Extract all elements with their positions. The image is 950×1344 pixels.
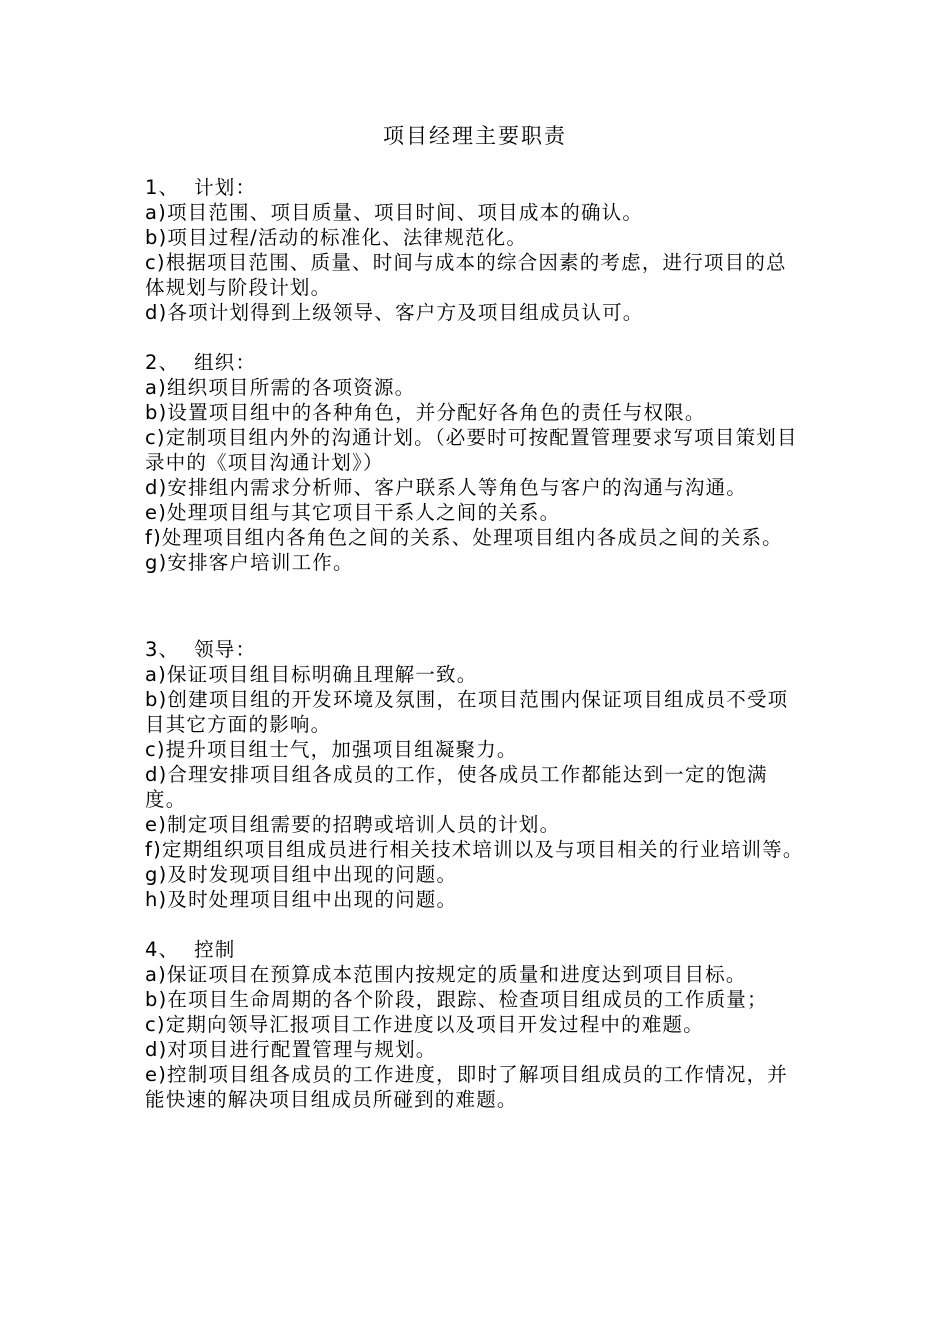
list-item: c)定制项目组内外的沟通计划。（必要时可按配置管理要求写项目策划目录中的《项目沟通计划》） bbox=[145, 426, 798, 474]
list-item: e)处理项目组与其它项目干系人之间的关系。 bbox=[145, 501, 561, 524]
list-item: b)创建项目组的开发环境及氛围，在项目范围内保证项目组成员不受项目其它方面的影响。 bbox=[145, 688, 789, 736]
section-heading: 3、 领导： bbox=[145, 638, 257, 661]
list-item: d)各项计划得到上级领导、客户方及项目组成员认可。 bbox=[145, 301, 644, 324]
list-item: d)安排组内需求分析师、客户联系人等角色与客户的沟通与沟通。 bbox=[145, 476, 747, 499]
list-item: a)项目范围、项目质量、项目时间、项目成本的确认。 bbox=[145, 201, 644, 224]
list-item: b)在项目生命周期的各个阶段，跟踪、检查项目组成员的工作质量； bbox=[145, 988, 768, 1011]
section-spacer bbox=[145, 575, 807, 637]
section-spacer bbox=[145, 325, 807, 350]
list-item: b)项目过程/活动的标准化、法律规范化。 bbox=[145, 226, 528, 249]
document-title: 项目经理主要职责 bbox=[383, 124, 567, 148]
section-organizing bbox=[145, 350, 807, 575]
section-planning bbox=[145, 175, 807, 325]
list-item: c)根据项目范围、质量、时间与成本的综合因素的考虑，进行项目的总体规划与阶段计划。 bbox=[145, 251, 787, 299]
list-item: f)处理项目组内各角色之间的关系、处理项目组内各成员之间的关系。 bbox=[145, 526, 783, 549]
document-body bbox=[145, 175, 807, 1112]
section-heading: 1、 计划： bbox=[145, 176, 257, 199]
list-item: a)组织项目所需的各项资源。 bbox=[145, 376, 416, 399]
list-item: b)设置项目组中的各种角色，并分配好各角色的责任与权限。 bbox=[145, 401, 706, 424]
list-item: g)安排客户培训工作。 bbox=[145, 551, 354, 574]
list-item: h)及时处理项目组中出现的问题。 bbox=[145, 888, 458, 911]
list-item: f)定期组织项目组成员进行相关技术培训以及与项目相关的行业培训等。 bbox=[145, 838, 804, 861]
list-item: a)保证项目组目标明确且理解一致。 bbox=[145, 663, 478, 686]
list-item: c)定期向领导汇报项目工作进度以及项目开发过程中的难题。 bbox=[145, 1013, 704, 1036]
list-item: g)及时发现项目组中出现的问题。 bbox=[145, 863, 458, 886]
section-controlling bbox=[145, 937, 807, 1112]
list-item: a)保证项目在预算成本范围内按规定的质量和进度达到项目目标。 bbox=[145, 963, 747, 986]
list-item: d)合理安排项目组各成员的工作，使各成员工作都能达到一定的饱满度。 bbox=[145, 763, 768, 811]
list-item: e)控制项目组各成员的工作进度，即时了解项目组成员的工作情况，并能快速的解决项目组成员所碰到的难题。 bbox=[145, 1063, 789, 1111]
section-heading: 4、 控制 bbox=[145, 938, 236, 961]
list-item: e)制定项目组需要的招聘或培训人员的计划。 bbox=[145, 813, 561, 836]
section-heading: 2、 组织： bbox=[145, 351, 257, 374]
section-spacer bbox=[145, 912, 807, 937]
list-item: c)提升项目组士气，加强项目组凝聚力。 bbox=[145, 738, 518, 761]
section-leading bbox=[145, 637, 807, 912]
list-item: d)对项目进行配置管理与规划。 bbox=[145, 1038, 437, 1061]
